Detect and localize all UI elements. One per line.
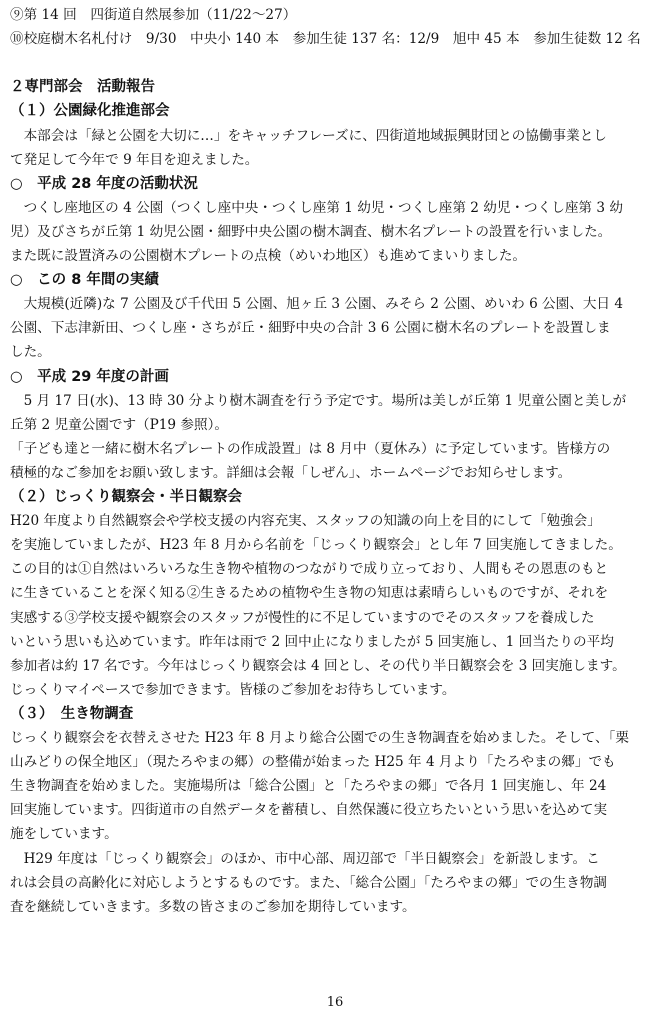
text-line: 山みどりの保全地区」（現たろやまの郷）の整備が始まった H25 年 4 月より「たろやまの郷」でも: [10, 754, 616, 771]
section-heading: （１）公園緑化推進部会: [10, 103, 170, 120]
text-line: 「子ども達と一緒に樹木名プレートの作成設置」は 8 月中（夏休み）に予定しています。皆様方の: [10, 440, 611, 457]
text-line: を実施していましたが、H23 年 8 月から名前を「じっくり観察会」とし年 7 回実施してきました。: [10, 537, 622, 554]
text-line: 参加者は約 17 名です。今年はじっくり観察会は 4 回とし、その代り半日観察会を 3 回実施します。: [10, 657, 626, 674]
text-line: 児）及びさちが丘第 1 幼児公園・細野中央公園の樹木調査、樹木名プレートの設置を行いました。: [10, 223, 612, 240]
section-heading: ○ この 8 年間の実績: [10, 272, 159, 289]
section-heading: ○ 平成 29 年度の計画: [10, 368, 169, 385]
section-heading: （２）じっくり観察会・半日観察会: [10, 489, 242, 505]
text-line: て発足して今年で 9 年目を迎えました。: [10, 151, 259, 168]
text-line: 実感する③学校支援や観察会のスタッフが慢性的に不足していますのでそのスタッフを養成した: [10, 609, 595, 626]
text-line: 施をしています。: [10, 826, 118, 843]
text-line: 公園、下志津新田、つくし座・さちが丘・細野中央の合計 3 6 公園に樹木名のプレートを設置しま: [10, 320, 611, 337]
page-number: 16: [326, 995, 344, 1010]
section-heading: ２専門部会 活動報告: [10, 79, 155, 96]
section-heading: （３） 生き物調査: [10, 705, 134, 722]
text-line: H20 年度より自然観察会や学校支援の内容充実、スタッフの知識の向上を目的にして「勉強会」: [10, 513, 601, 530]
text-line: 5 月 17 日(水)、13 時 30 分より樹木調査を行う予定です。場所は美しが丘第 1 児童公園と美しが: [10, 392, 627, 409]
text-line: いという思いも込めています。昨年は雨で 2 回中止になりましたが 5 回実施し、1 回当たりの平均: [10, 633, 614, 650]
text-line: ⑨第 14 回 四街道自然展参加（11/22〜27）: [10, 7, 297, 23]
text-line: に生きていることを深く知る②生きるための植物や生き物の知恵は素晴らしいものですが、それを: [10, 585, 609, 602]
text-line: 生き物調査を始めました。実施場所は「総合公園」と「たろやまの郷」で各月 1 回実施し、年 24: [10, 778, 607, 795]
text-line: 本部会は「緑と公園を大切に…」をキャッチフレーズに、四街道地域振興財団との協働事業とし: [10, 127, 607, 144]
text-line: つくし座地区の 4 公園（つくし座中央・つくし座第 1 幼児・つくし座第 2 幼児・つくし座第 3 幼: [10, 199, 623, 216]
text-line: した。: [10, 344, 51, 361]
text-line: 査を継続していきます。多数の皆さまのご参加を期待しています。: [10, 898, 416, 915]
text-line: じっくりマイペースで参加できます。皆様のご参加をお待ちしています。: [10, 681, 456, 698]
text-line: れは会員の高齢化に対応しようとするものです。また、「総合公園」「たろやまの郷」での生き物調: [10, 874, 608, 891]
text-line: ⑩校庭樹木名札付け 9/30 中央小 140 本 参加生徒 137 名：12/9 旭中 45 本 参加生徒数 12 名: [10, 31, 641, 48]
text-line: 積極的なご参加をお願い致します。詳細は会報「しぜん」、ホームページでお知らせします。: [10, 464, 572, 481]
text-line: 回実施しています。四街道市の自然データを蓄積し、自然保護に役立ちたいという思いを込めて実: [10, 802, 608, 819]
section-heading: ○ 平成 28 年度の活動状況: [10, 175, 198, 192]
text-line: 大規模(近隣)な 7 公園及び千代田 5 公園、旭ヶ丘 3 公園、みそら 2 公園、めいわ 6 公園、大日 4: [10, 296, 623, 313]
text-line: また既に設置済みの公園樹木プレートの点検（めいわ地区）も進めてまいりました。: [10, 248, 527, 264]
text-line: じっくり観察会を衣替えさせた H23 年 8 月より総合公園での生き物調査を始めました。そして、「栗: [10, 730, 629, 746]
text-line: H29 年度は「じっくり観察会」のほか、市中心部、周辺部で「半日観察会」を新設します。こ: [10, 850, 600, 867]
text-line: 丘第 2 児童公園です（P19 参照）。: [10, 416, 228, 433]
text-line: この目的は①自然はいろいろな生き物や植物のつながりで成り立っており、人間もその恩恵のもと: [10, 561, 609, 578]
